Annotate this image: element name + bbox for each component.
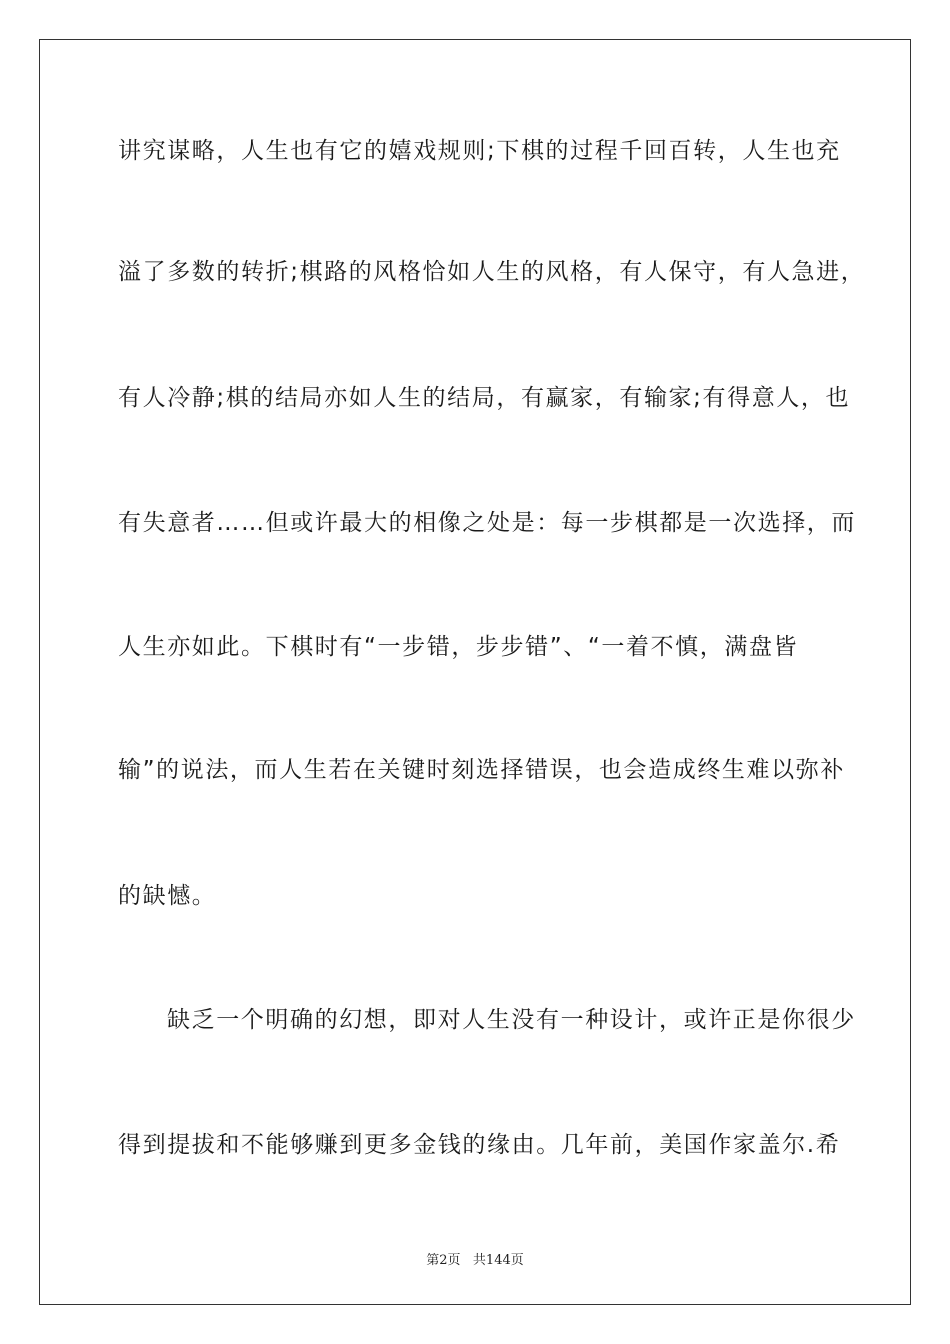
page-total: 共144页 [472,1253,524,1268]
page-number: 第2页 [426,1253,461,1268]
text-line: 有失意者……但或许最大的相像之处是：每一步棋都是一次选择，而 [118,510,856,536]
document-page [39,39,911,1305]
text-line: 的缺憾。 [118,883,217,909]
text-line: 有人冷静;棋的结局亦如人生的结局，有赢家，有输家;有得意人，也 [118,385,851,411]
text-line: 溢了多数的转折;棋路的风格恰如人生的风格，有人保守，有人急进， [118,259,866,285]
text-line: 人生亦如此。下棋时有“一步错，步步错”、“一着不慎，满盘皆 [118,634,799,660]
page-footer [40,1249,910,1268]
paragraph-start-line: 缺乏一个明确的幻想，即对人生没有一种设计，或许正是你很少 [167,1007,856,1033]
text-line: 讲究谋略，人生也有它的嬉戏规则;下棋的过程千回百转，人生也充 [118,138,841,164]
text-line: 输”的说法，而人生若在关键时刻选择错误，也会造成终生难以弥补 [118,757,845,783]
text-line: 得到提拔和不能够赚到更多金钱的缘由。几年前，美国作家盖尔.希 [118,1132,841,1158]
